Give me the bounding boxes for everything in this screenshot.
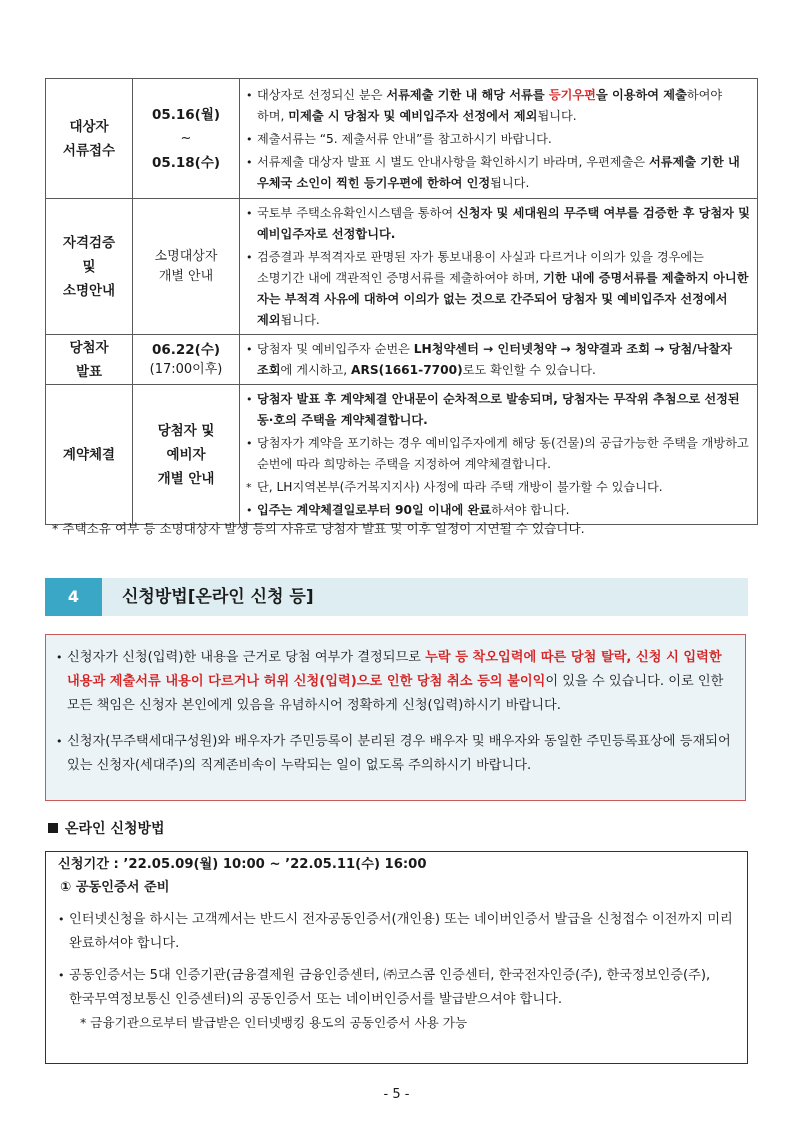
stage-label-cell (46, 199, 133, 335)
bullet-marker: • (246, 132, 253, 146)
body-text: 됩니다. (537, 108, 577, 123)
list-item (246, 477, 751, 498)
stage-date: 06.22(수) (151, 341, 221, 358)
emphasis-bold-text: 서류제출 기한 내 우체국 소인이 찍힌 등기우편에 한하여 인정 (257, 154, 740, 190)
body-text: 당첨자가 계약을 포기하는 경우 예비입주자에게 해당 동(건물)의 공급가능한 주택을 개방하고 순번에 따라 희망하는 주택을 지정하여 계약체결합니다. (257, 436, 749, 471)
body-text: 신청자가 신청(입력)한 내용을 근거로 당첨 여부가 결정되므로 (67, 650, 426, 665)
stage-label: 당첨자 (69, 339, 109, 356)
schedule-footnote: * 주택소유 여부 등 소명대상자 발생 등의 사유로 당첨자 발표 및 이후 일정이 지연될 수 있습니다. (52, 521, 585, 536)
table-row (46, 199, 758, 335)
stage-label: 소명안내 (62, 282, 116, 299)
emphasis-red-text: 등기우편 (548, 87, 596, 102)
bullet-marker: • (246, 504, 253, 517)
stage-detail-cell (240, 199, 758, 335)
stage-label: 자격검증 (62, 234, 116, 251)
stage-date: (17:00이후) (149, 361, 223, 377)
stage-label: 및 (82, 258, 96, 275)
body-text: 이 있을 수 있습니다. 이로 인한 모든 책임은 신청자 본인에게 있음을 유념하시어 정확하게 신청(입력)하시기 바랍니다. (67, 674, 724, 713)
emphasis-red-text: 누락 등 착오입력에 따른 당첨 탈락, 신청 시 입력한 내용과 제출서류 내용이 다르거나 허위 신청(입력)으로 인한 당첨 취소 등의 불이익 (67, 650, 722, 689)
bullet-marker: • (246, 437, 253, 450)
stage-date-cell (133, 79, 240, 199)
list-item (246, 433, 751, 475)
stage-detail-cell (240, 385, 758, 525)
list-item-text (257, 129, 751, 150)
stage-label-cell (46, 79, 133, 199)
body-text: 대상자로 선정되신 분은 (257, 87, 387, 102)
stage-date: 05.16(월) (151, 106, 221, 123)
stage-label-cell (46, 335, 133, 385)
bullet-marker: • (246, 207, 253, 220)
stage-date-cell (133, 199, 240, 335)
warning-item-text (67, 646, 735, 718)
body-text: 제출서류는 “5. 제출서류 안내”를 참고하시기 바랍니다. (257, 131, 552, 146)
table-row (46, 79, 758, 199)
stage-date: 개별 안내 (157, 470, 215, 487)
bullet-marker: • (246, 343, 253, 356)
list-item: • 공동인증서는 5대 인증기관(금융결제원 금융인증센터, ㈜코스콤 인증센터, 한국전자인증(주), 한국정보인증(주), 한국무역정보통신 인증센터)의 공동인증서 또는 네이버인증서를 발급받으셔야 합니다. (58, 964, 735, 1012)
body-text: 하셔야 합니다. (491, 503, 570, 517)
stage-date: 당첨자 및 (157, 422, 215, 439)
warning-item (56, 730, 735, 778)
section-number: 4 (45, 578, 102, 616)
page-number: - 5 - (383, 1087, 410, 1102)
body-text: 신청자(무주택세대구성원)와 배우자가 주민등록이 분리된 경우 배우자 및 배우자와 동일한 주민등록표상에 등재되어 있는 신청자(세대주)의 직계존비속이 누락되는 일이 없도록 주의하시기 바랍니다. (67, 734, 731, 773)
stage-label: 발표 (75, 363, 103, 380)
list-item-text: 인터넷신청을 하시는 고객께서는 반드시 전자공동인증서(개인용) 또는 네이버인증서 발급을 신청접수 이전까지 미리 완료하셔야 합니다. (69, 912, 733, 951)
list-item-text (257, 152, 751, 194)
application-period: 신청기간 : ’22.05.09(월) 10:00 ~ ’22.05.11(수) 16:00 (58, 857, 427, 872)
stage-label-cell (46, 385, 133, 525)
stage-date: ~ (180, 130, 192, 146)
list-item-text (257, 477, 751, 498)
body-text: 단, LH지역본부(주거복지지사) 사정에 따라 주택 개방이 불가할 수 있습니다. (257, 480, 663, 494)
warning-item (56, 646, 735, 718)
list-item-text (257, 203, 751, 245)
list-item (246, 339, 751, 381)
stage-date: 05.18(수) (151, 154, 221, 171)
stage-label: 계약체결 (62, 446, 116, 463)
square-bullet-icon (48, 823, 58, 833)
body-text: 하여야 하며, (257, 87, 723, 123)
stage-label: 서류접수 (62, 142, 116, 159)
list-item (246, 247, 751, 331)
body-text: 됩니다. (280, 313, 320, 327)
bullet-marker: • (56, 735, 63, 748)
list-item-text: 공동인증서는 5대 인증기관(금융결제원 금융인증센터, ㈜코스콤 인증센터, 한국전자인증(주), 한국정보인증(주), 한국무역정보통신 인증센터)의 공동인증서 또는 네이버인증서를 발급받으셔야 합니다. (69, 968, 711, 1007)
online-method-heading-text: 온라인 신청방법 (65, 821, 165, 837)
list-item-text (257, 433, 751, 475)
body-text: 에 게시하고, (280, 363, 352, 377)
list-item-text (257, 389, 751, 431)
online-method-heading (48, 818, 165, 838)
table-row (46, 335, 758, 385)
section-heading (45, 578, 748, 616)
body-text: 로도 확인할 수 있습니다. (462, 363, 596, 377)
list-item: • 인터넷신청을 하시는 고객께서는 반드시 전자공동인증서(개인용) 또는 네이버인증서 발급을 신청접수 이전까지 미리 완료하셔야 합니다. (58, 908, 735, 956)
list-item (246, 85, 751, 127)
list-item (246, 129, 751, 150)
stage-date: 예비자 (166, 446, 206, 463)
list-item (246, 203, 751, 245)
stage-detail-cell (240, 79, 758, 199)
warning-box (45, 634, 746, 801)
list-item-text (257, 247, 751, 331)
emphasis-bold-text: 당첨자 발표 후 계약체결 안내문이 순차적으로 발송되며, 당첨자는 무작위 추첨으로 선정된 동·호의 주택을 계약체결합니다. (257, 392, 740, 427)
bullet-marker: • (246, 393, 253, 406)
bullet-marker: • (246, 155, 253, 169)
stage-date: 개별 안내 (158, 268, 214, 284)
emphasis-bold-text: LH청약센터 → 인터넷청약 → 청약결과 조회 → 당첨/낙찰자 조회 (257, 342, 732, 377)
emphasis-bold-text: 서류제출 기한 내 해당 서류를 (386, 87, 549, 102)
stage-label: 대상자 (69, 118, 109, 135)
list-item (246, 389, 751, 431)
bullet-marker: * (246, 481, 252, 494)
step-heading: ① 공동인증서 준비 (60, 880, 170, 895)
bullet-marker: • (246, 251, 253, 264)
schedule-table (45, 78, 758, 525)
emphasis-bold-text: ARS(1661-7700) (351, 363, 463, 377)
body-text: 됩니다. (490, 175, 530, 190)
emphasis-bold-text: 기한 내에 증명서류를 제출하지 아니한 자는 부적격 사유에 대하여 이의가 없는 것으로 간주되어 당첨자 및 예비입주자 선정에서 제외 (257, 271, 749, 327)
bullet-marker: • (246, 88, 253, 102)
stage-detail-cell (240, 335, 758, 385)
body-text: 검증결과 부적격자로 판명된 자가 통보내용이 사실과 다르거나 이의가 있을 경우에는 소명기간 내에 객관적인 증명서류를 제출하여야 하며, (257, 250, 704, 285)
emphasis-bold-text: 을 이용하여 제출 (595, 87, 687, 102)
emphasis-bold-text: 미제출 시 당첨자 및 예비입주자 선정에서 제외 (288, 108, 538, 123)
body-text: 국토부 주택소유확인시스템을 통하여 (257, 206, 457, 220)
list-item-text (257, 339, 751, 381)
list-item (246, 152, 751, 194)
stage-date-cell (133, 385, 240, 525)
stage-date: 소명대상자 (154, 248, 218, 264)
section-title: 신청방법[온라인 신청 등] (122, 587, 314, 607)
list-item-text (257, 85, 751, 127)
table-row (46, 385, 758, 525)
emphasis-bold-text: 입주는 계약체결일로부터 90일 이내에 완료 (257, 503, 492, 517)
bullet-marker: • (56, 651, 63, 664)
body-text: 서류제출 대상자 발표 시 별도 안내사항을 확인하시기 바라며, 우편제출은 (257, 154, 649, 169)
body-text: 당첨자 및 예비입주자 순번은 (257, 342, 414, 356)
online-note: * 금융기관으로부터 발급받은 인터넷뱅킹 용도의 공동인증서 사용 가능 (80, 1015, 468, 1030)
warning-item-text (67, 730, 735, 778)
stage-date-cell (133, 335, 240, 385)
emphasis-bold-text: 신청자 및 세대원의 무주택 여부를 검증한 후 당첨자 및 예비입주자로 선정합니다. (257, 206, 750, 241)
online-method-box (45, 851, 748, 1064)
